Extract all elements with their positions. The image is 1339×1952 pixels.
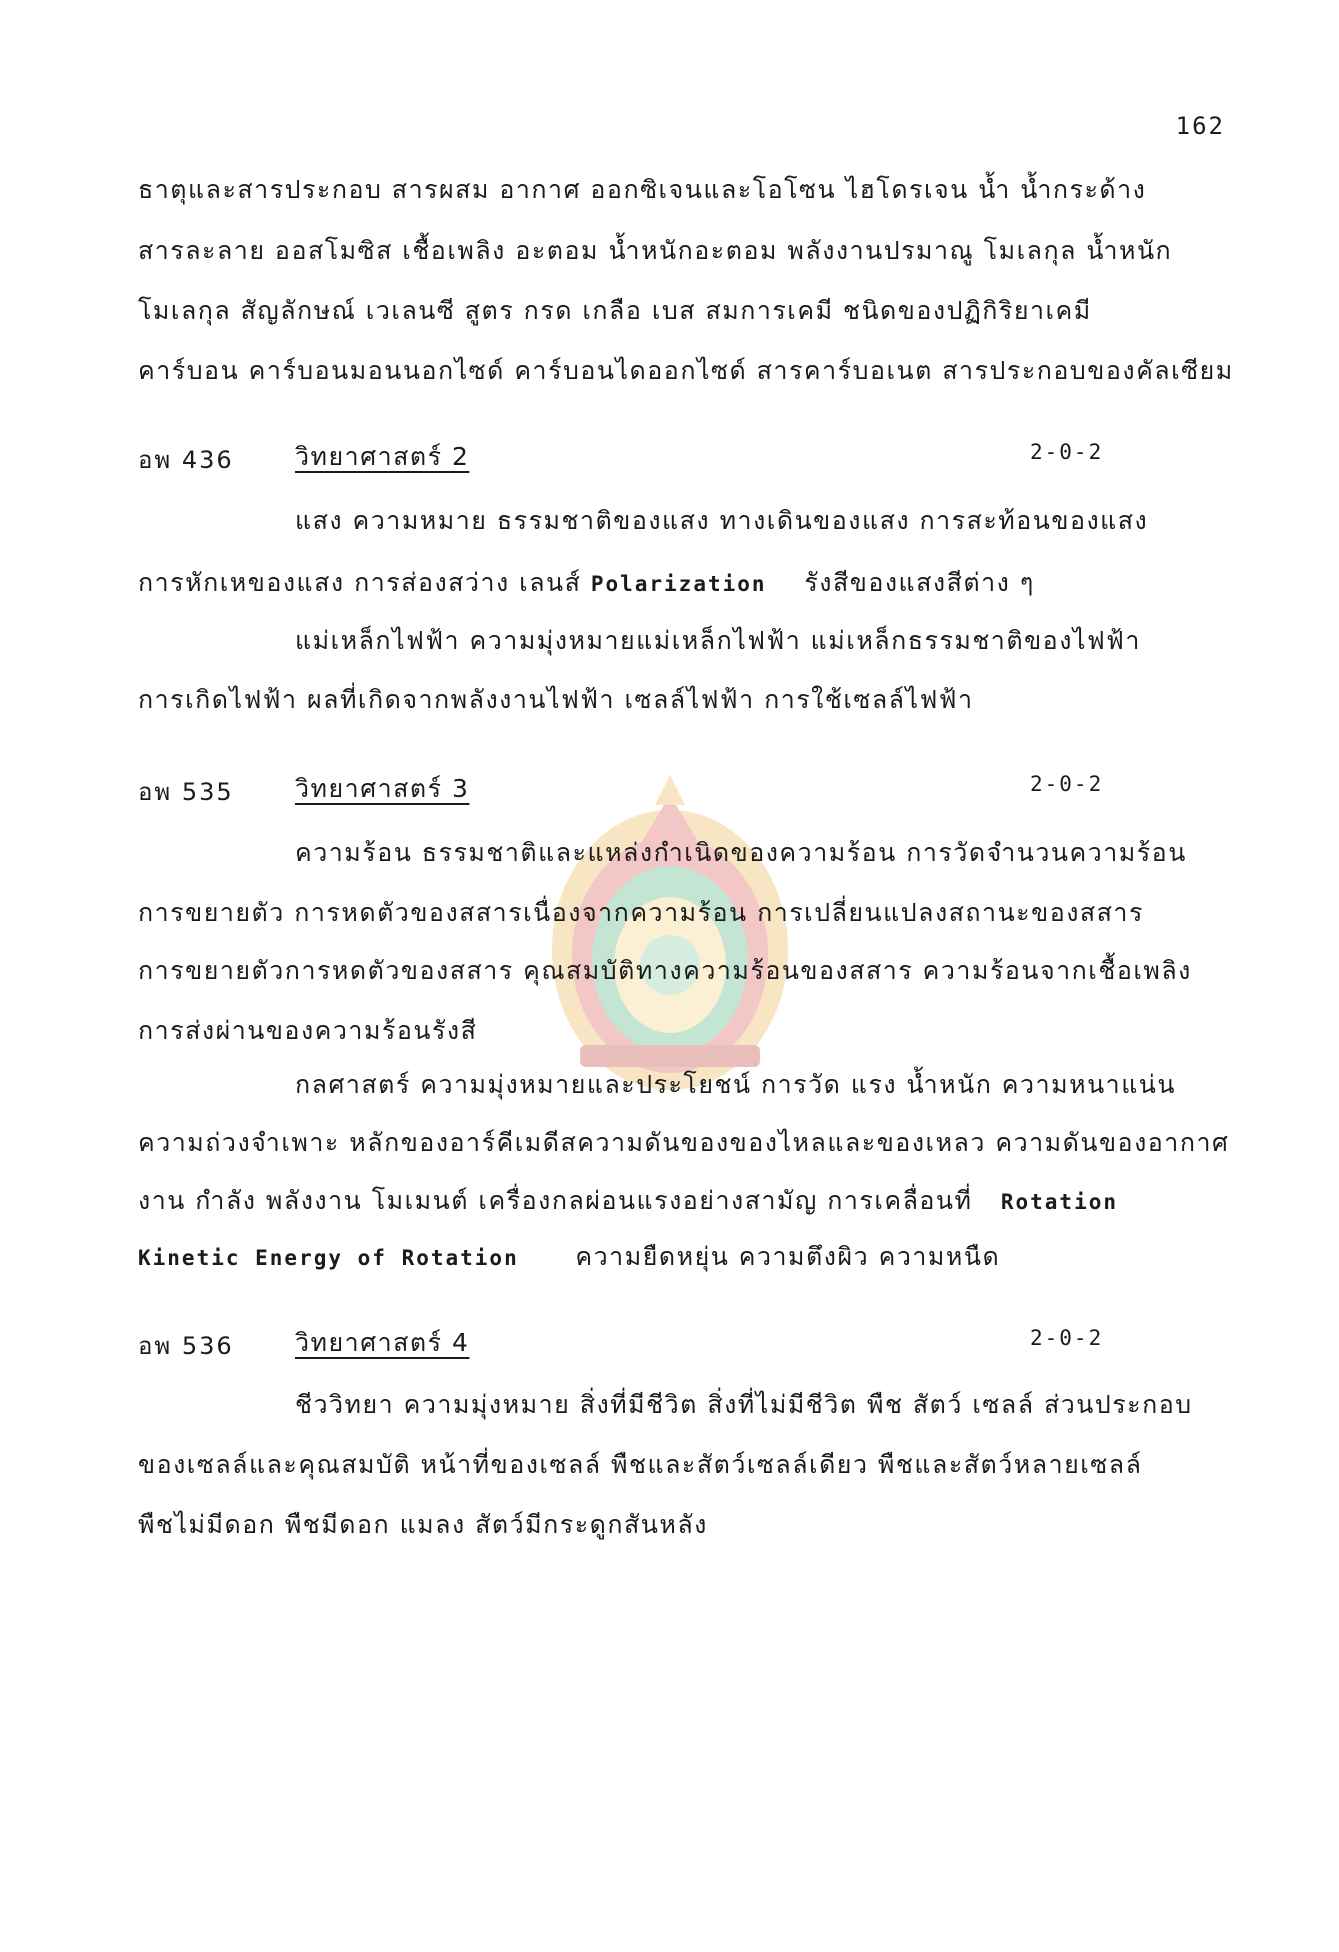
intro-line-1: ธาตุและสารประกอบ สารผสม อากาศ ออกซิเจนและโอโซน ไฮโดรเจน น้ำ น้ำกระด้าง: [138, 175, 1147, 204]
page-number: 162: [1175, 112, 1225, 140]
course-credit: 2-0-2: [1030, 772, 1104, 796]
course-text-line: [138, 1188, 1118, 1213]
course-code: อพ 535: [138, 778, 234, 806]
text-segment: งาน กำลัง พลังงาน โมเมนต์ เครื่องกลผ่อนแรงอย่างสามัญ การเคลื่อนที่: [138, 1186, 973, 1215]
course-credit: 2-0-2: [1030, 440, 1104, 464]
intro-line-4: คาร์บอน คาร์บอนมอนนอกไซด์ คาร์บอนไดออกไซด์ สารคาร์บอเนต สารประกอบของคัลเซียม: [138, 356, 1234, 385]
intro-line-3: โมเลกุล สัญลักษณ์ เวเลนซี สูตร กรด เกลือ เบส สมการเคมี ชนิดของปฏิกิริยาเคมี: [138, 296, 1092, 325]
intro-line-2: สารละลาย ออสโมซิส เชื้อเพลิง อะตอม น้ำหนักอะตอม พลังงานปรมาณู โมเลกุล น้ำหนัก: [138, 236, 1173, 265]
course-code: อพ 536: [138, 1332, 234, 1360]
latin-term: Kinetic Energy of Rotation: [138, 1246, 519, 1270]
latin-term: Rotation: [1000, 1190, 1119, 1214]
course-title: วิทยาศาสตร์ 2: [295, 442, 470, 471]
course-text-line: การส่งผ่านของความร้อนรังสี: [138, 1016, 478, 1045]
course-text-line: [138, 1244, 1000, 1269]
course-text-line: ของเซลล์และคุณสมบัติ หน้าที่ของเซลล์ พืชและสัตว์เซลล์เดียว พืชและสัตว์หลายเซลล์: [138, 1450, 1143, 1479]
text-segment: รังสีของแสงสีต่าง ๆ: [804, 568, 1035, 597]
course-text-line: พืชไม่มีดอก พืชมีดอก แมลง สัตว์มีกระดูกสันหลัง: [138, 1510, 708, 1539]
course-text-line: การขยายตัวการหดตัวของสสาร คุณสมบัติทางความร้อนของสสาร ความร้อนจากเชื้อเพลิง: [138, 956, 1192, 985]
course-text-line: แม่เหล็กไฟฟ้า ความมุ่งหมายแม่เหล็กไฟฟ้า แม่เหล็กธรรมชาติของไฟฟ้า: [295, 626, 1141, 655]
course-text-line: กลศาสตร์ ความมุ่งหมายและประโยชน์ การวัด แรง น้ำหนัก ความหนาแน่น: [295, 1070, 1176, 1099]
course-text-line: [138, 570, 1035, 595]
course-text-line: การขยายตัว การหดตัวของสสารเนื่องจากความร้อน การเปลี่ยนแปลงสถานะของสสาร: [138, 898, 1144, 927]
course-text-line: ชีววิทยา ความมุ่งหมาย สิ่งที่มีชีวิต สิ่งที่ไม่มีชีวิต พืช สัตว์ เซลล์ ส่วนประกอบ: [295, 1390, 1193, 1419]
course-title: วิทยาศาสตร์ 4: [295, 1328, 470, 1357]
course-credit: 2-0-2: [1030, 1326, 1104, 1350]
text-segment: การหักเหของแสง การส่องสว่าง เลนส์: [138, 568, 582, 597]
course-text-line: ความถ่วงจำเพาะ หลักของอาร์คีเมดีสความดันของของไหลและของเหลว ความดันของอากาศ: [138, 1128, 1230, 1157]
course-text-line: ความร้อน ธรรมชาติและแหล่งกำเนิดของความร้อน การวัดจำนวนความร้อน: [295, 838, 1187, 867]
course-text-line: แสง ความหมาย ธรรมชาติของแสง ทางเดินของแสง การสะท้อนของแสง: [295, 506, 1149, 535]
text-segment: ความยืดหยุ่น ความตึงผิว ความหนืด: [575, 1242, 1001, 1271]
course-code: อพ 436: [138, 446, 234, 474]
latin-term: Polarization: [590, 572, 767, 596]
university-seal-watermark: [520, 775, 820, 1105]
course-text-line: การเกิดไฟฟ้า ผลที่เกิดจากพลังงานไฟฟ้า เซลล์ไฟฟ้า การใช้เซลล์ไฟฟ้า: [138, 685, 974, 714]
course-title: วิทยาศาสตร์ 3: [295, 774, 470, 803]
